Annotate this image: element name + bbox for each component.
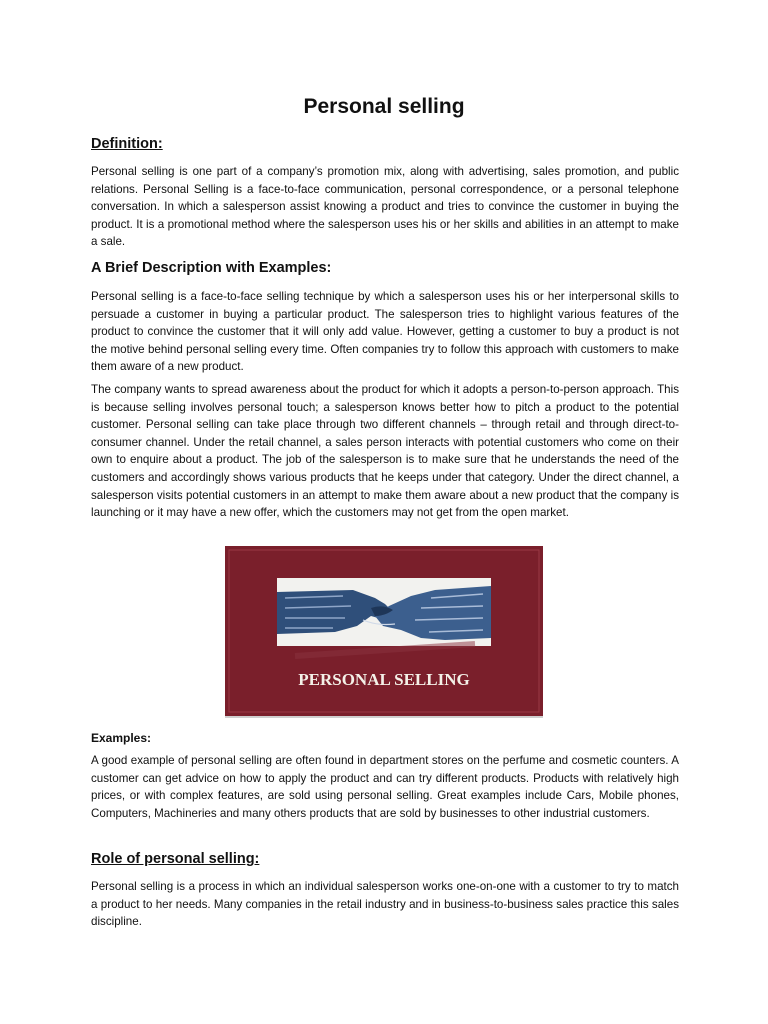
role-paragraph: Personal selling is a process in which an individual salesperson works one-on-one with a customer to try to match a product to her needs. Many companies in the retail industry and in business-to-business sales practice this sales discipline. [91, 880, 679, 929]
personal-selling-image [225, 546, 543, 718]
handshake-icon [225, 546, 543, 716]
examples-heading: Examples: [91, 731, 152, 745]
examples-paragraph: A good example of personal selling are often found in department stores on the perfume and cosmetic counters. A customer can get advice on how to apply the product and can try different products. Products with relatively high prices, or with complex features, are sold using personal selling. Great examples include Cars, Mobile phones, Computers, Machineries and many others products that are sold by businesses to other industrial customers. [91, 754, 679, 820]
description-paragraph-2: The company wants to spread awareness about the product for which it adopts a person-to-person approach. This is because selling involves personal touch; a salesperson knows better how to pitch a product to the potential customer. Personal selling can take place through two different channels – through retail and through direct-to-consumer channel. Under the retail channel, a sales person interacts with potential customers who come on their own to enquire about a product. The job of the salesperson is to make sure that he understands the need of the customers and accordingly shows various products that he keeps under that category. Under the direct channel, a salesperson visits potential customers in an attempt to make them aware about a new product that the company is launching or it may have a new offer, which the customers may not get from the open market. [91, 383, 679, 520]
definition-heading: Definition: [91, 136, 163, 152]
role-heading: Role of personal selling: [91, 851, 260, 867]
description-paragraph-1: Personal selling is a face-to-face selling technique by which a salesperson uses his or her interpersonal skills to persuade a customer in buying a particular product. The salesperson tries to highlight various features of the product to convince the customer that it will only add value. However, getting a customer to buy a product is not the motive behind personal selling every time. Often companies try to follow this approach with customers to make them aware of a new product. [91, 290, 679, 374]
description-heading: A Brief Description with Examples: [91, 260, 332, 276]
page-title: Personal selling [303, 95, 465, 118]
definition-paragraph: Personal selling is one part of a company’s promotion mix, along with advertising, sales promotion, and public relations. Personal Selling is a face-to-face communication, personal correspondence, or a personal telephone conversation. In which a salesperson assist knowing a product and tries to convince the customer in buying the product. It is a promotional method where the salesperson uses his or her skills and abilities in an attempt to make a sale. [91, 165, 679, 249]
figure-caption: PERSONAL SELLING [298, 670, 470, 689]
